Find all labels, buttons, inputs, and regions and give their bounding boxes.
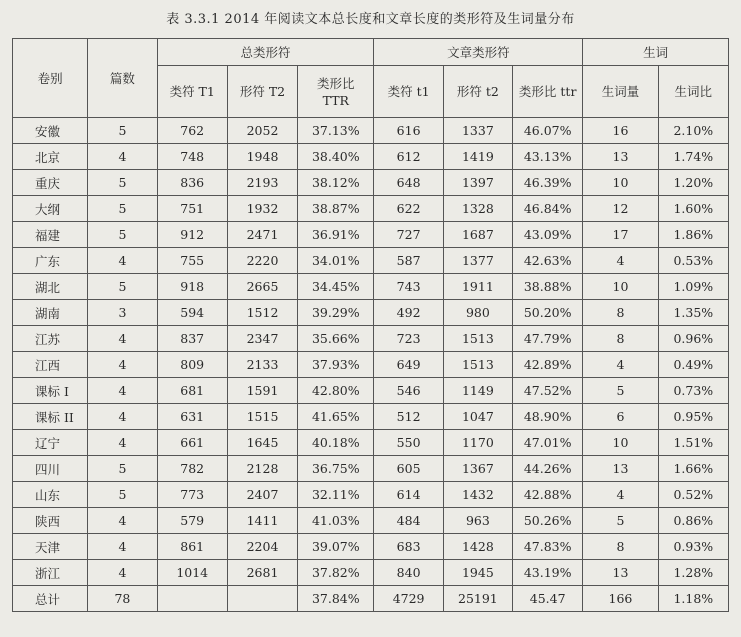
cell-T1: 762 xyxy=(157,118,227,144)
cell-t2: 1397 xyxy=(443,170,512,196)
cell-new-count: 13 xyxy=(583,560,658,586)
cell-t1: 649 xyxy=(374,352,443,378)
table-row xyxy=(13,196,729,222)
cell-count: 4 xyxy=(88,430,157,456)
table-row xyxy=(13,482,729,508)
cell-T2: 2052 xyxy=(227,118,297,144)
cell-ttr: 43.19% xyxy=(513,560,583,586)
cell-t2: 1513 xyxy=(443,352,512,378)
cell-ttr: 47.83% xyxy=(513,534,583,560)
cell-T1: 912 xyxy=(157,222,227,248)
header-TTR xyxy=(298,66,374,118)
cell-T2: 2407 xyxy=(227,482,297,508)
cell-T1: 782 xyxy=(157,456,227,482)
cell-ttr: 42.88% xyxy=(513,482,583,508)
cell-T2: 1591 xyxy=(227,378,297,404)
cell-new-ratio: 0.86% xyxy=(658,508,728,534)
cell-t1: 840 xyxy=(374,560,443,586)
cell-t2: 963 xyxy=(443,508,512,534)
cell-T2: 1645 xyxy=(227,430,297,456)
cell-t2: 1432 xyxy=(443,482,512,508)
cell-count: 4 xyxy=(88,560,157,586)
cell-t2: 980 xyxy=(443,300,512,326)
cell-t2: 1377 xyxy=(443,248,512,274)
cell-T1: 918 xyxy=(157,274,227,300)
cell-count: 5 xyxy=(88,222,157,248)
cell-TTR: 42.80% xyxy=(298,378,374,404)
cell-ttr: 42.63% xyxy=(513,248,583,274)
cell-TTR: 32.11% xyxy=(298,482,374,508)
cell-region: 总计 xyxy=(13,586,88,612)
cell-ttr: 47.52% xyxy=(513,378,583,404)
cell-TTR: 40.18% xyxy=(298,430,374,456)
cell-new-count: 16 xyxy=(583,118,658,144)
cell-t2: 1170 xyxy=(443,430,512,456)
cell-new-ratio: 1.20% xyxy=(658,170,728,196)
table-row xyxy=(13,248,729,274)
cell-new-ratio: 0.95% xyxy=(658,404,728,430)
table-row xyxy=(13,300,729,326)
cell-T1: 861 xyxy=(157,534,227,560)
cell-T2: 2665 xyxy=(227,274,297,300)
cell-region: 辽宁 xyxy=(13,430,88,456)
cell-t1: 743 xyxy=(374,274,443,300)
header-TTR-line2: TTR xyxy=(322,92,349,108)
cell-TTR: 37.93% xyxy=(298,352,374,378)
cell-t2: 1687 xyxy=(443,222,512,248)
cell-T1: 751 xyxy=(157,196,227,222)
cell-T2: 2128 xyxy=(227,456,297,482)
cell-new-ratio: 0.49% xyxy=(658,352,728,378)
cell-new-count: 13 xyxy=(583,456,658,482)
table-row xyxy=(13,508,729,534)
cell-new-count: 6 xyxy=(583,404,658,430)
table-row xyxy=(13,118,729,144)
cell-new-ratio: 1.18% xyxy=(658,586,728,612)
header-group-article: 文章类形符 xyxy=(374,39,583,66)
cell-count: 5 xyxy=(88,274,157,300)
cell-region: 天津 xyxy=(13,534,88,560)
cell-count: 5 xyxy=(88,118,157,144)
cell-T1: 809 xyxy=(157,352,227,378)
cell-T2: 1932 xyxy=(227,196,297,222)
table-row xyxy=(13,534,729,560)
header-region: 卷别 xyxy=(13,39,88,118)
cell-new-count: 8 xyxy=(583,326,658,352)
cell-t1: 546 xyxy=(374,378,443,404)
cell-t1: 648 xyxy=(374,170,443,196)
cell-t1: 4729 xyxy=(374,586,443,612)
table-row xyxy=(13,144,729,170)
cell-TTR: 38.87% xyxy=(298,196,374,222)
cell-new-count: 8 xyxy=(583,300,658,326)
cell-ttr: 46.07% xyxy=(513,118,583,144)
cell-T1: 748 xyxy=(157,144,227,170)
cell-new-count: 4 xyxy=(583,352,658,378)
cell-count: 3 xyxy=(88,300,157,326)
cell-new-count: 10 xyxy=(583,274,658,300)
cell-count: 78 xyxy=(88,586,157,612)
cell-new-count: 13 xyxy=(583,144,658,170)
cell-T2: 1515 xyxy=(227,404,297,430)
cell-new-ratio: 1.35% xyxy=(658,300,728,326)
cell-t2: 1419 xyxy=(443,144,512,170)
cell-region: 陕西 xyxy=(13,508,88,534)
cell-new-count: 8 xyxy=(583,534,658,560)
cell-region: 课标 II xyxy=(13,404,88,430)
cell-new-ratio: 0.73% xyxy=(658,378,728,404)
cell-TTR: 34.01% xyxy=(298,248,374,274)
cell-t1: 512 xyxy=(374,404,443,430)
cell-t2: 1047 xyxy=(443,404,512,430)
cell-T1: 773 xyxy=(157,482,227,508)
cell-T2: 1948 xyxy=(227,144,297,170)
cell-TTR: 37.82% xyxy=(298,560,374,586)
cell-T1: 755 xyxy=(157,248,227,274)
cell-new-count: 12 xyxy=(583,196,658,222)
cell-new-ratio: 0.96% xyxy=(658,326,728,352)
cell-t1: 605 xyxy=(374,456,443,482)
data-table xyxy=(12,38,729,612)
cell-T2: 2471 xyxy=(227,222,297,248)
cell-count: 4 xyxy=(88,378,157,404)
cell-ttr: 42.89% xyxy=(513,352,583,378)
cell-ttr: 50.26% xyxy=(513,508,583,534)
cell-t1: 492 xyxy=(374,300,443,326)
cell-new-ratio: 1.51% xyxy=(658,430,728,456)
cell-count: 5 xyxy=(88,170,157,196)
cell-new-count: 10 xyxy=(583,170,658,196)
cell-t2: 1328 xyxy=(443,196,512,222)
header-t1: 类符 t1 xyxy=(374,66,443,118)
cell-t2: 1945 xyxy=(443,560,512,586)
cell-TTR: 36.91% xyxy=(298,222,374,248)
cell-new-count: 17 xyxy=(583,222,658,248)
table-row xyxy=(13,378,729,404)
cell-T1: 1014 xyxy=(157,560,227,586)
cell-T1: 594 xyxy=(157,300,227,326)
header-T1: 类符 T1 xyxy=(157,66,227,118)
table-row xyxy=(13,404,729,430)
cell-T1: 631 xyxy=(157,404,227,430)
header-TTR-line1: 类形比 xyxy=(317,75,355,91)
cell-t2: 1149 xyxy=(443,378,512,404)
cell-t1: 622 xyxy=(374,196,443,222)
cell-new-count: 4 xyxy=(583,248,658,274)
cell-T1: 836 xyxy=(157,170,227,196)
cell-ttr: 43.09% xyxy=(513,222,583,248)
cell-TTR: 37.13% xyxy=(298,118,374,144)
table-caption: 表 3.3.1 2014 年阅读文本总长度和文章长度的类形符及生词量分布 xyxy=(166,12,575,27)
table-body xyxy=(13,118,729,612)
cell-count: 5 xyxy=(88,196,157,222)
header-count: 篇数 xyxy=(88,39,157,118)
cell-t2: 1513 xyxy=(443,326,512,352)
cell-TTR: 34.45% xyxy=(298,274,374,300)
cell-region: 江西 xyxy=(13,352,88,378)
cell-region: 重庆 xyxy=(13,170,88,196)
cell-T2 xyxy=(227,586,297,612)
cell-TTR: 41.03% xyxy=(298,508,374,534)
cell-t2: 1428 xyxy=(443,534,512,560)
table-row xyxy=(13,222,729,248)
cell-region: 山东 xyxy=(13,482,88,508)
cell-region: 福建 xyxy=(13,222,88,248)
cell-new-ratio: 0.53% xyxy=(658,248,728,274)
cell-region: 浙江 xyxy=(13,560,88,586)
cell-TTR: 38.40% xyxy=(298,144,374,170)
cell-TTR: 41.65% xyxy=(298,404,374,430)
cell-t1: 723 xyxy=(374,326,443,352)
cell-t1: 616 xyxy=(374,118,443,144)
cell-T2: 2133 xyxy=(227,352,297,378)
table-row xyxy=(13,352,729,378)
cell-ttr: 47.79% xyxy=(513,326,583,352)
cell-t1: 612 xyxy=(374,144,443,170)
cell-region: 江苏 xyxy=(13,326,88,352)
table-row xyxy=(13,274,729,300)
cell-T2: 2681 xyxy=(227,560,297,586)
cell-TTR: 39.07% xyxy=(298,534,374,560)
cell-ttr: 46.39% xyxy=(513,170,583,196)
cell-TTR: 35.66% xyxy=(298,326,374,352)
cell-TTR: 38.12% xyxy=(298,170,374,196)
cell-t2: 1911 xyxy=(443,274,512,300)
header-T2: 形符 T2 xyxy=(227,66,297,118)
table-row xyxy=(13,170,729,196)
cell-T2: 2193 xyxy=(227,170,297,196)
cell-new-ratio: 1.60% xyxy=(658,196,728,222)
cell-count: 4 xyxy=(88,534,157,560)
cell-ttr: 45.47 xyxy=(513,586,583,612)
cell-t1: 727 xyxy=(374,222,443,248)
cell-region: 湖南 xyxy=(13,300,88,326)
cell-region: 四川 xyxy=(13,456,88,482)
header-ttr: 类形比 ttr xyxy=(513,66,583,118)
table-row xyxy=(13,560,729,586)
cell-region: 大纲 xyxy=(13,196,88,222)
cell-region: 安徽 xyxy=(13,118,88,144)
cell-new-ratio: 0.93% xyxy=(658,534,728,560)
cell-new-ratio: 1.86% xyxy=(658,222,728,248)
cell-T2: 1512 xyxy=(227,300,297,326)
cell-ttr: 48.90% xyxy=(513,404,583,430)
cell-t2: 25191 xyxy=(443,586,512,612)
cell-T2: 2220 xyxy=(227,248,297,274)
header-row-groups xyxy=(13,39,729,66)
cell-TTR: 39.29% xyxy=(298,300,374,326)
cell-t1: 587 xyxy=(374,248,443,274)
cell-new-count: 10 xyxy=(583,430,658,456)
cell-region: 湖北 xyxy=(13,274,88,300)
cell-ttr: 44.26% xyxy=(513,456,583,482)
cell-TTR: 36.75% xyxy=(298,456,374,482)
cell-t1: 683 xyxy=(374,534,443,560)
cell-region: 广东 xyxy=(13,248,88,274)
cell-T2: 1411 xyxy=(227,508,297,534)
cell-TTR: 37.84% xyxy=(298,586,374,612)
cell-ttr: 43.13% xyxy=(513,144,583,170)
total-row xyxy=(13,586,729,612)
header-new-ratio: 生词比 xyxy=(658,66,728,118)
cell-T1 xyxy=(157,586,227,612)
cell-T1: 681 xyxy=(157,378,227,404)
cell-t2: 1337 xyxy=(443,118,512,144)
header-t2: 形符 t2 xyxy=(443,66,512,118)
cell-t1: 614 xyxy=(374,482,443,508)
cell-count: 4 xyxy=(88,404,157,430)
cell-t1: 550 xyxy=(374,430,443,456)
cell-new-ratio: 1.28% xyxy=(658,560,728,586)
cell-count: 4 xyxy=(88,326,157,352)
table-row xyxy=(13,456,729,482)
table-row xyxy=(13,430,729,456)
header-group-total: 总类形符 xyxy=(157,39,374,66)
cell-count: 4 xyxy=(88,248,157,274)
header-new-count: 生词量 xyxy=(583,66,658,118)
cell-ttr: 50.20% xyxy=(513,300,583,326)
cell-new-count: 5 xyxy=(583,378,658,404)
cell-new-count: 4 xyxy=(583,482,658,508)
cell-count: 4 xyxy=(88,508,157,534)
cell-new-ratio: 1.09% xyxy=(658,274,728,300)
cell-ttr: 47.01% xyxy=(513,430,583,456)
cell-t2: 1367 xyxy=(443,456,512,482)
cell-new-ratio: 0.52% xyxy=(658,482,728,508)
cell-new-ratio: 1.66% xyxy=(658,456,728,482)
cell-t1: 484 xyxy=(374,508,443,534)
cell-new-count: 5 xyxy=(583,508,658,534)
header-group-new: 生词 xyxy=(583,39,729,66)
cell-T2: 2347 xyxy=(227,326,297,352)
cell-new-count: 166 xyxy=(583,586,658,612)
cell-count: 5 xyxy=(88,456,157,482)
cell-ttr: 38.88% xyxy=(513,274,583,300)
cell-T2: 2204 xyxy=(227,534,297,560)
cell-count: 5 xyxy=(88,482,157,508)
cell-region: 课标 I xyxy=(13,378,88,404)
table-row xyxy=(13,326,729,352)
cell-count: 4 xyxy=(88,144,157,170)
cell-T1: 579 xyxy=(157,508,227,534)
cell-new-ratio: 1.74% xyxy=(658,144,728,170)
cell-region: 北京 xyxy=(13,144,88,170)
cell-new-ratio: 2.10% xyxy=(658,118,728,144)
cell-count: 4 xyxy=(88,352,157,378)
cell-T1: 661 xyxy=(157,430,227,456)
cell-T1: 837 xyxy=(157,326,227,352)
cell-ttr: 46.84% xyxy=(513,196,583,222)
